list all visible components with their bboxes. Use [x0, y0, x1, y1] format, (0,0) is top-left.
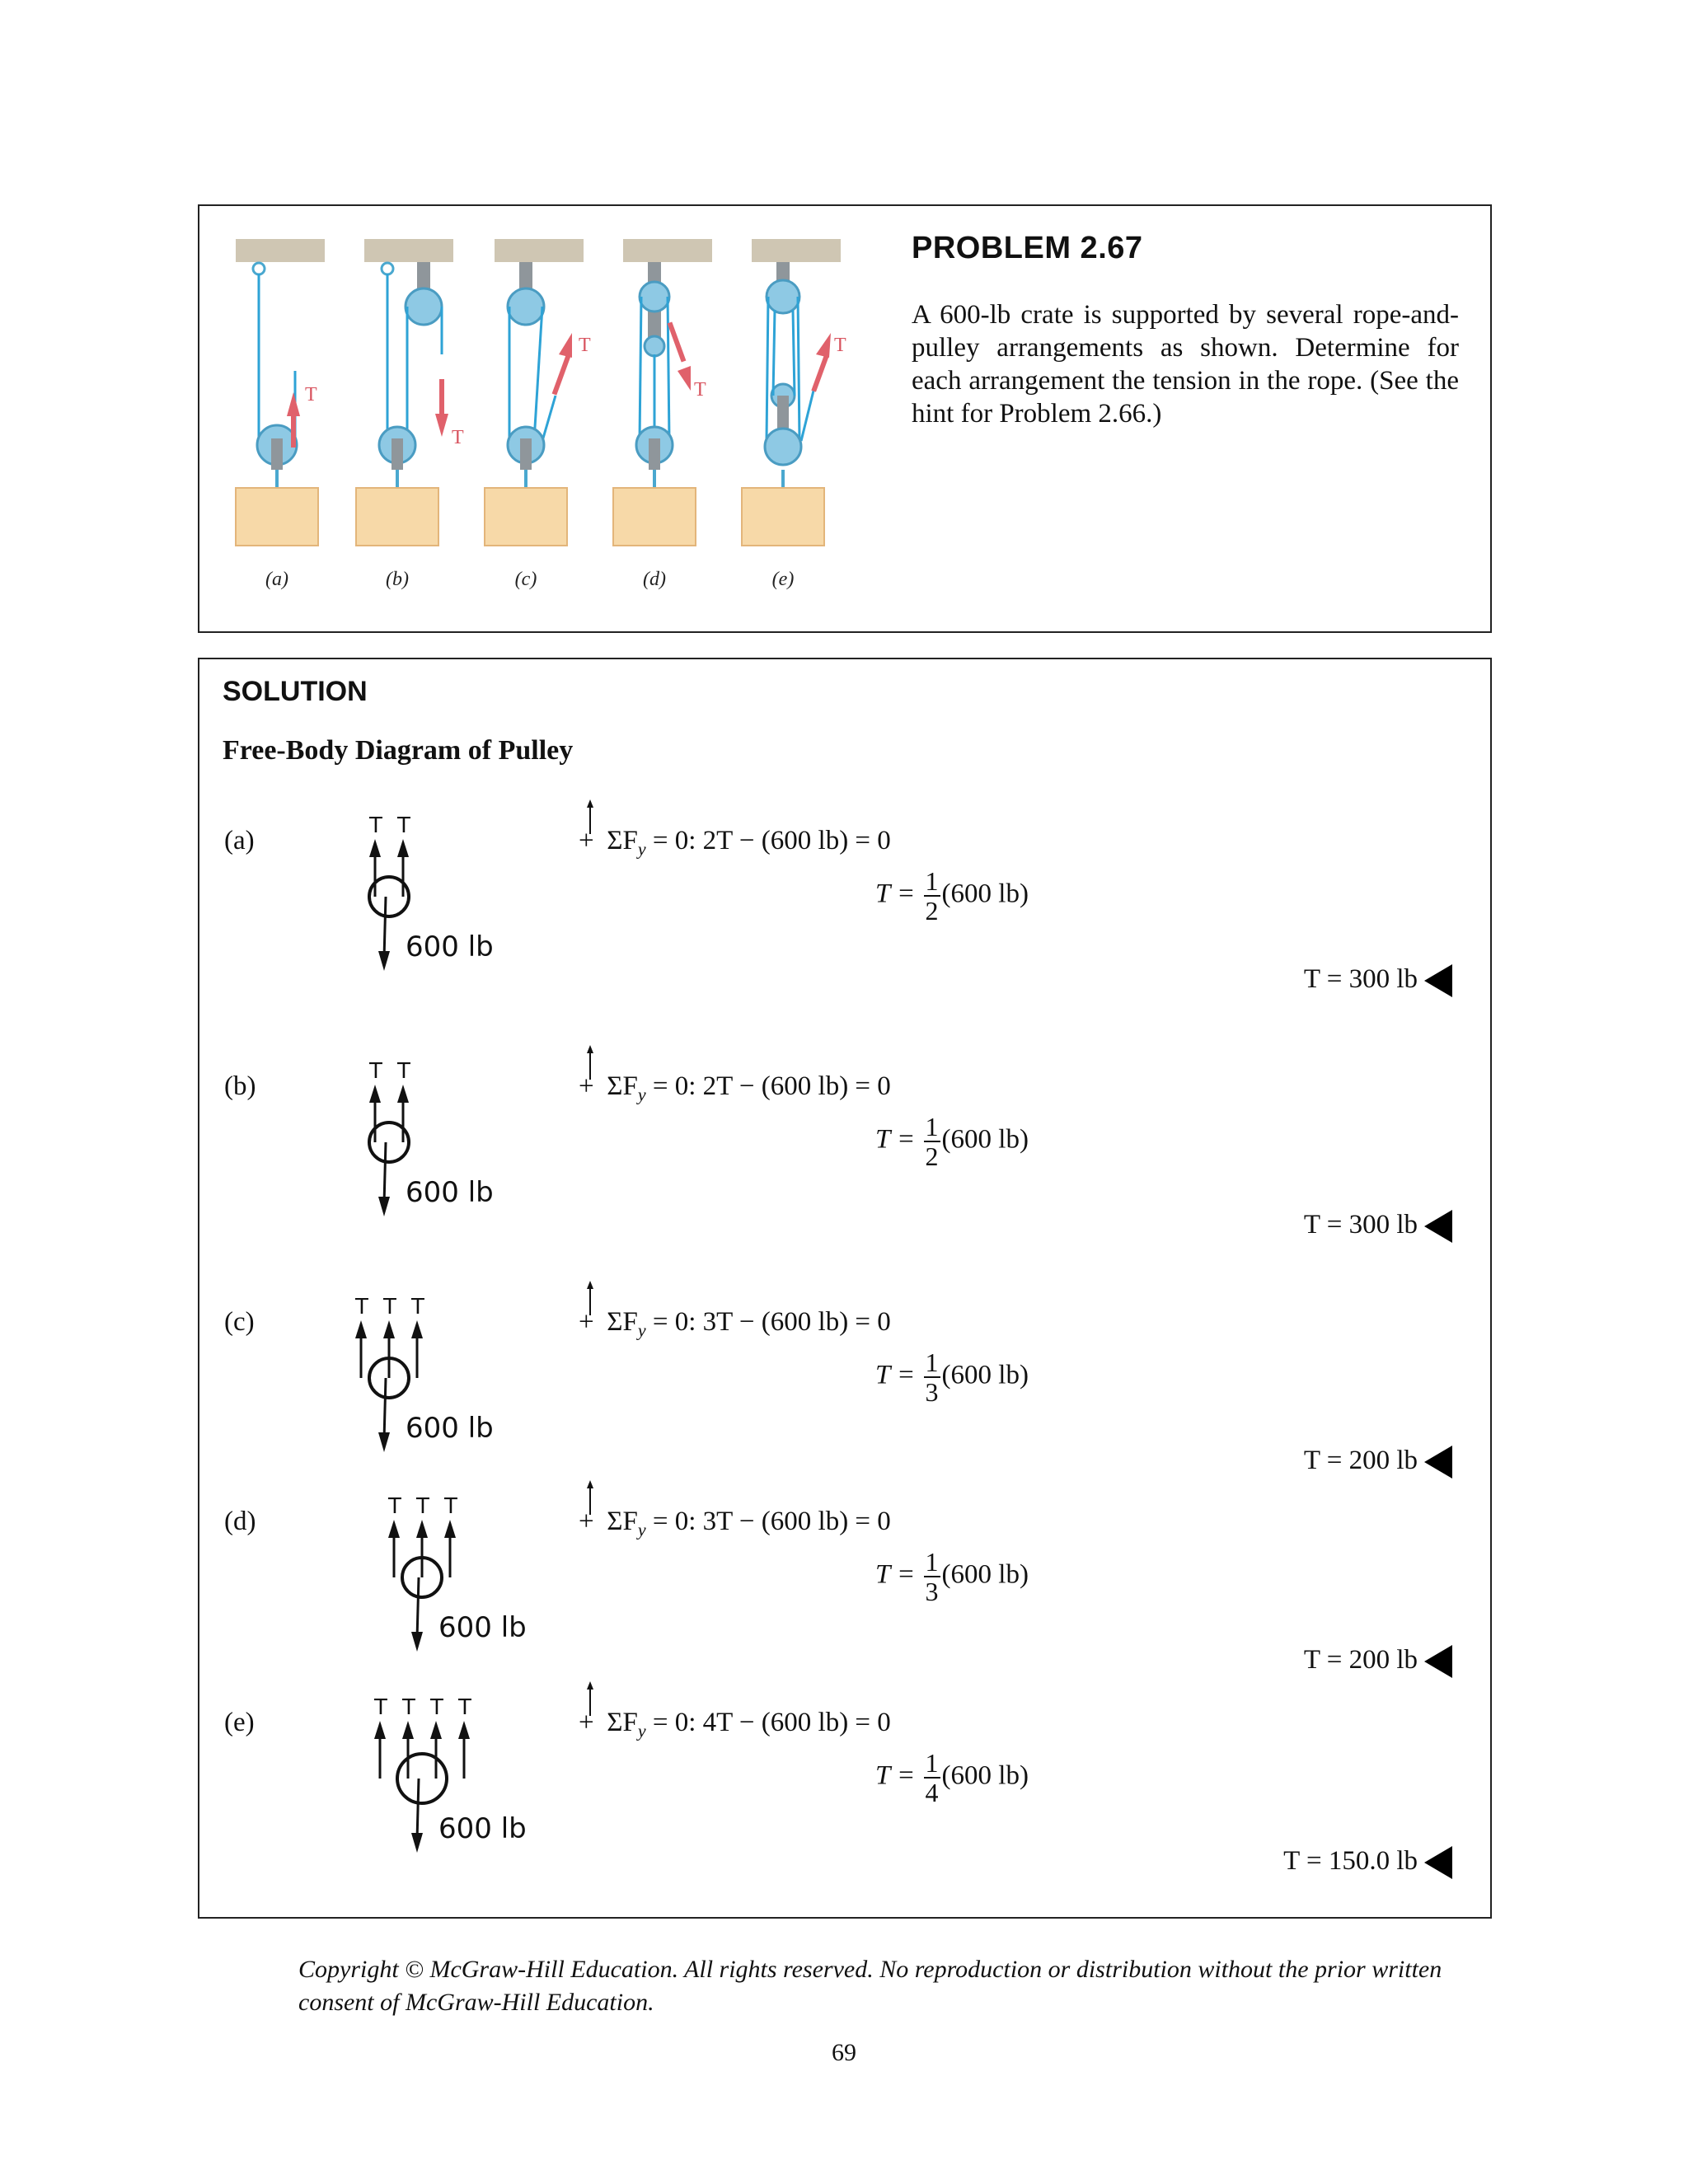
tension-label: T	[694, 379, 706, 401]
fbd-tension-label: T	[374, 1696, 387, 1720]
sum-subscript: y	[637, 1084, 646, 1105]
tension-label: T	[452, 427, 464, 448]
fraction-numerator: 1	[925, 1547, 939, 1577]
answer	[1283, 1846, 1452, 1879]
arrow-head	[374, 1721, 386, 1739]
solution-title: SOLUTION	[223, 676, 368, 707]
arrow-head	[383, 1320, 395, 1338]
equilibrium-equation	[579, 1708, 891, 1742]
sum-subscript: y	[637, 838, 646, 860]
equation-rhs: (600 lb)	[941, 1124, 1029, 1155]
copyright-notice: Copyright © McGraw-Hill Education. All rights reserved. No reproduction or distribution without the prior written consent of McGraw-Hill Education.	[298, 1956, 1442, 2016]
equation-rhs: (600 lb)	[941, 1360, 1029, 1390]
fixed-pulley	[406, 288, 442, 325]
arrow-head	[458, 1721, 470, 1739]
answer-marker-icon	[1424, 1210, 1452, 1243]
fbd-tension-label: T	[402, 1696, 415, 1720]
answer	[1304, 1446, 1452, 1479]
fraction	[924, 1113, 940, 1170]
pulley-arrangements-figure	[232, 231, 892, 618]
answer	[1304, 1210, 1452, 1243]
figure-label-c: (c)	[514, 569, 537, 590]
arrow-head	[430, 1721, 442, 1739]
fbd-load-label: 600 lb	[406, 1176, 494, 1209]
arrow-head	[411, 1320, 423, 1338]
answer-value: T = 200 lb	[1303, 1446, 1418, 1475]
figure-label-a: (a)	[265, 569, 288, 590]
sum-subscript: y	[637, 1720, 646, 1741]
weight-vector	[384, 1378, 386, 1440]
arrow-head	[397, 1085, 409, 1103]
arrow-head	[416, 1520, 428, 1538]
fbd-tension-label: T	[430, 1696, 443, 1720]
answer	[1304, 964, 1452, 997]
sum-symbol: ΣF	[607, 1071, 638, 1101]
answer-marker-icon	[1424, 1645, 1452, 1678]
part-label: (b)	[224, 1071, 256, 1101]
fbd-tension-label: T	[388, 1495, 401, 1519]
fraction-denominator: 3	[925, 1577, 939, 1606]
equation-body: = 0: 2T − (600 lb) = 0	[645, 1071, 891, 1101]
equation-body: = 0: 3T − (600 lb) = 0	[645, 1507, 891, 1536]
answer-value: T = 300 lb	[1303, 1210, 1418, 1240]
answer-marker-icon	[1424, 1446, 1452, 1479]
sum-subscript: y	[637, 1319, 646, 1341]
arrow-head	[402, 1721, 414, 1739]
fraction-denominator: 2	[925, 1141, 939, 1171]
arrangement-d	[613, 239, 712, 590]
arrow-head	[411, 1632, 423, 1652]
fbd-tension-label: T	[397, 814, 410, 838]
sign-convention-icon: +	[579, 826, 600, 856]
solution-box	[198, 658, 1492, 1919]
fbd-load-label: 600 lb	[438, 1812, 527, 1845]
equation-lhs: T =	[875, 1360, 922, 1390]
arrangement-b	[356, 239, 464, 590]
tension-label: T	[305, 384, 317, 405]
answer-value: T = 150.0 lb	[1283, 1846, 1418, 1876]
arrow-head	[411, 1833, 423, 1853]
arrangement-a	[236, 239, 325, 590]
fbd-tension-label: T	[397, 1060, 410, 1084]
problem-statement: A 600-lb crate is supported by several rope-and-pulley arrangements as shown. Determine for each arrangement the tension in the rope. (See the hint for Problem 2.66.)	[912, 300, 1459, 429]
equation-rhs: (600 lb)	[941, 879, 1029, 909]
tension-arrow	[816, 333, 831, 358]
sum-symbol: ΣF	[607, 1507, 638, 1536]
answer-marker-icon	[1424, 964, 1452, 997]
weight-vector	[417, 1779, 419, 1840]
fraction-numerator: 1	[925, 1748, 939, 1778]
fbd-tension-label: T	[369, 1060, 382, 1084]
part-label: (c)	[224, 1307, 255, 1337]
crate	[613, 488, 696, 546]
pulley-circle	[397, 1754, 447, 1803]
equation-lhs: T =	[875, 1124, 922, 1155]
fraction-denominator: 3	[925, 1377, 939, 1407]
equation-lhs: T =	[875, 1760, 922, 1791]
arrow-head	[355, 1320, 367, 1338]
fraction	[924, 1749, 940, 1807]
page-number: 69	[832, 2039, 856, 2066]
equation-body: = 0: 2T − (600 lb) = 0	[645, 826, 891, 855]
weight-vector	[417, 1577, 419, 1639]
equation-rhs: (600 lb)	[941, 1559, 1029, 1590]
fbd-tension-label: T	[383, 1296, 396, 1319]
equation-lhs: T =	[875, 1559, 922, 1590]
figure-label-b: (b)	[386, 569, 409, 590]
equilibrium-equation	[579, 1507, 891, 1541]
fraction	[924, 1548, 940, 1605]
tension-arrow	[559, 333, 572, 358]
fraction	[924, 867, 940, 925]
arrangement-c	[485, 239, 591, 590]
sign-convention-icon: +	[579, 1708, 600, 1738]
sign-convention-icon: +	[579, 1307, 600, 1338]
solve-equation	[875, 1548, 1029, 1605]
fraction-denominator: 2	[925, 896, 939, 926]
equation-lhs: T =	[875, 879, 922, 909]
problem-box	[198, 204, 1492, 633]
solve-equation	[875, 1749, 1029, 1807]
fbd-load-label: 600 lb	[406, 930, 494, 963]
arrangement-e	[742, 239, 846, 590]
figure-label-e: (e)	[771, 569, 795, 590]
sign-convention-icon: +	[579, 1071, 600, 1102]
equilibrium-equation	[579, 826, 891, 860]
equation-body: = 0: 3T − (600 lb) = 0	[645, 1307, 891, 1337]
equilibrium-equation	[579, 1071, 891, 1106]
weight-vector	[384, 897, 386, 958]
problem-title: PROBLEM 2.67	[912, 231, 1143, 265]
arrow-head	[369, 839, 381, 857]
solve-equation	[875, 1348, 1029, 1406]
answer-value: T = 200 lb	[1303, 1645, 1418, 1675]
part-label: (d)	[224, 1507, 256, 1536]
fraction	[924, 1348, 940, 1406]
answer	[1304, 1645, 1452, 1678]
crate	[236, 488, 318, 546]
tension-arrow	[287, 392, 300, 416]
figure-label-d: (d)	[643, 569, 666, 590]
part-label: (e)	[224, 1708, 255, 1737]
fbd-tension-label: T	[458, 1696, 471, 1720]
arrow-head	[397, 839, 409, 857]
fbd-tension-label: T	[411, 1296, 424, 1319]
fbd-tension-label: T	[369, 814, 382, 838]
tension-label: T	[834, 335, 846, 356]
equilibrium-equation	[579, 1307, 891, 1342]
sum-symbol: ΣF	[607, 1708, 638, 1737]
ceiling-support	[236, 239, 325, 262]
solve-equation	[875, 867, 1029, 925]
tension-label: T	[579, 335, 591, 356]
equation-body: = 0: 4T − (600 lb) = 0	[645, 1708, 891, 1737]
sum-subscript: y	[637, 1519, 646, 1540]
weight-vector	[384, 1142, 386, 1204]
crate	[742, 488, 824, 546]
fbd-heading: Free-Body Diagram of Pulley	[223, 735, 574, 766]
answer-value: T = 300 lb	[1303, 964, 1418, 994]
arrow-head	[378, 1432, 390, 1452]
arrow-head	[378, 951, 390, 971]
crate	[485, 488, 567, 546]
part-label: (a)	[224, 826, 255, 855]
fraction-denominator: 4	[925, 1778, 939, 1807]
fbd-tension-label: T	[355, 1296, 368, 1319]
fbd-tension-label: T	[444, 1495, 457, 1519]
tension-arrow	[435, 414, 448, 437]
arrow-head	[378, 1197, 390, 1216]
fbd-tension-label: T	[416, 1495, 429, 1519]
solve-equation	[875, 1113, 1029, 1170]
sum-symbol: ΣF	[607, 826, 638, 855]
sign-convention-icon: +	[579, 1507, 600, 1537]
fraction-numerator: 1	[925, 866, 939, 896]
equation-rhs: (600 lb)	[941, 1760, 1029, 1791]
answer-marker-icon	[1424, 1846, 1452, 1879]
crate	[356, 488, 438, 546]
sum-symbol: ΣF	[607, 1307, 638, 1337]
fbd-load-label: 600 lb	[438, 1611, 527, 1644]
tension-arrow	[678, 366, 691, 391]
fbd-load-label: 600 lb	[406, 1412, 494, 1445]
fraction-numerator: 1	[925, 1112, 939, 1141]
arrow-head	[444, 1520, 456, 1538]
arrow-head	[369, 1085, 381, 1103]
fraction-numerator: 1	[925, 1347, 939, 1377]
arrow-head	[388, 1520, 400, 1538]
